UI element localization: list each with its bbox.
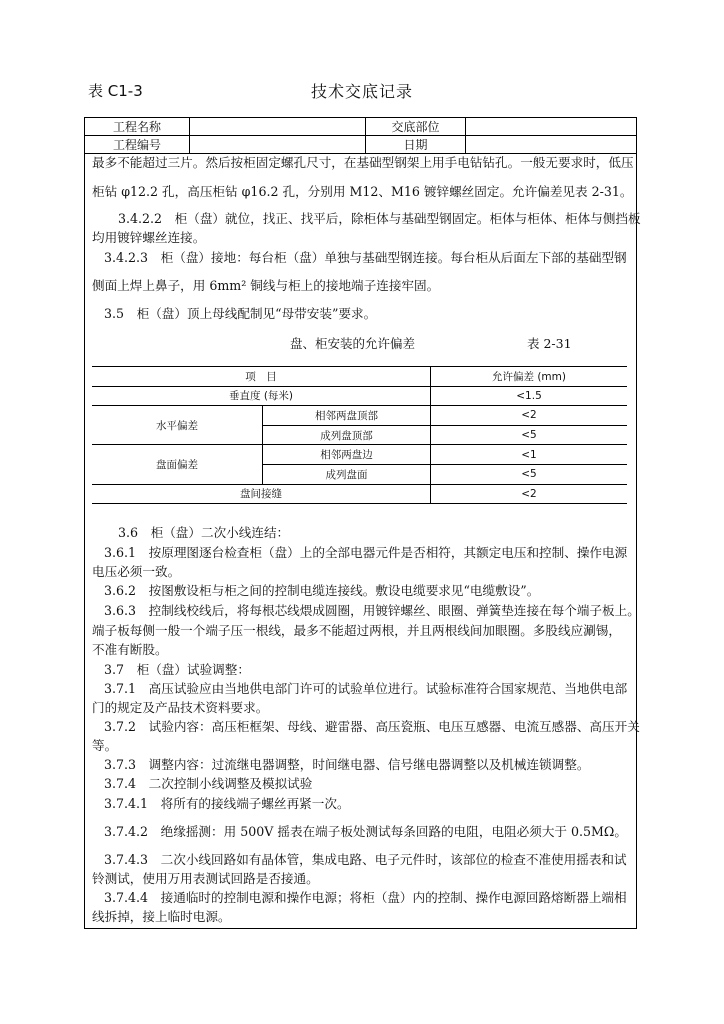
row-horizontal: 水平偏差 — [92, 406, 263, 445]
date-label: 日期 — [366, 136, 466, 154]
paragraph-line: 等。 — [92, 738, 118, 753]
col-header-tolerance: 允许偏差 (mm) — [431, 367, 628, 387]
paragraph-line: 3.7.4.4 接通临时的控制电源和操作电源；将柜（盘）内的控制、操作电源回路熔断器上端相 — [104, 890, 627, 905]
paragraph-line: 最多不能超过三片。然后按柜固定螺孔尺寸，在基础型钢架上用手电钻钻孔。一般无要求时，低压 — [92, 155, 634, 170]
header-table — [84, 117, 637, 154]
paragraph-line: 3.7.1 高压试验应由当地供电部门许可的试验单位进行。试验标准符合国家规范、当地供电部 — [104, 681, 628, 696]
paragraph-line: 不准有断股。 — [92, 642, 168, 657]
paragraph-line: 3.4.2.2 柜（盘）就位，找正、找平后，除柜体与基础型钢固定。柜体与柜体、柜体与侧挡板 — [118, 211, 641, 226]
project-name-label: 工程名称 — [85, 118, 190, 136]
paragraph-line: 线拆掉，接上临时电源。 — [92, 909, 231, 924]
paragraph-line: 铃测试，使用万用表测试回路是否接通。 — [92, 871, 319, 886]
paragraph-line: 3.7.3 调整内容：过流继电器调整，时间继电器、信号继电器调整以及机械连锁调整。 — [104, 757, 590, 772]
cell-surface-1-value: <1 — [431, 445, 628, 465]
paragraph-line: 侧面上焊上鼻子，用 6mm² 铜线与柜上的接地端子连接牢固。 — [92, 278, 440, 293]
form-title: 技术交底记录 — [310, 82, 413, 101]
cell-surface-1: 相邻两盘边 — [263, 445, 431, 465]
row-joint: 盘间接缝 — [92, 484, 431, 504]
paragraph-line: 3.6.3 控制线校线后，将每根芯线煨成圆圈，用镀锌螺丝、眼圈、弹簧垫连接在每个端子板上。 — [104, 603, 640, 618]
paragraph-line: 3.5 柜（盘）顶上母线配制见“母带安装”要求。 — [104, 306, 377, 321]
paragraph-line: 3.6.2 按图敷设柜与柜之间的控制电缆连接线。敷设电缆要求见“电缆敷设”。 — [104, 583, 540, 598]
cell-horizontal-1: 相邻两盘顶部 — [263, 406, 431, 426]
paragraph-line: 3.7.4.1 将所有的接线端子螺丝再紧一次。 — [104, 796, 350, 811]
cell-joint-value: <2 — [431, 484, 628, 504]
project-number-label: 工程编号 — [85, 136, 190, 154]
cell-horizontal-1-value: <2 — [431, 406, 628, 426]
paragraph-line: 3.7.4.3 二次小线回路如有晶体管，集成电路、电子元件时，该部位的检查不准使用摇表和试 — [104, 852, 627, 867]
paragraph-line: 端子板每侧一般一个端子压一根线，最多不能超过两根，并且两根线间加眼圈。多股线应涮锡， — [92, 623, 621, 638]
date-value — [466, 136, 637, 154]
paragraph-line: 电压必须一致。 — [92, 564, 181, 579]
handover-part-value — [466, 118, 637, 136]
cell-horizontal-2: 成列盘顶部 — [263, 425, 431, 445]
project-name-value — [190, 118, 366, 136]
row-vertical: 垂直度 (每米) — [92, 386, 431, 406]
paragraph-line: 3.4.2.3 柜（盘）接地：每台柜（盘）单独与基础型钢连接。每台柜从后面左下部的基础型钢 — [104, 250, 627, 265]
paragraph-line: 3.7.4.2 绝缘摇测：用 500V 摇表在端子板处测试每条回路的电阻，电阻必须大于 0.5MΩ。 — [104, 824, 627, 839]
cell-horizontal-2-value: <5 — [431, 425, 628, 445]
cell-vertical-value: <1.5 — [431, 386, 628, 406]
paragraph-line: 门的规定及产品技术资料要求。 — [92, 700, 269, 715]
cell-surface-2-value: <5 — [431, 464, 628, 484]
handover-part-label: 交底部位 — [366, 118, 466, 136]
form-code: 表 C1-3 — [88, 82, 143, 100]
table-number: 表 2-31 — [527, 336, 572, 351]
row-surface: 盘面偏差 — [92, 445, 263, 484]
project-number-value — [190, 136, 366, 154]
tolerance-table — [92, 366, 627, 504]
paragraph-line: 3.6.1 按原理图逐台检查柜（盘）上的全部电器元件是否相符，其额定电压和控制、操作电源 — [104, 545, 628, 560]
paragraph-line: 均用镀锌螺丝连接。 — [92, 230, 206, 245]
paragraph-line: 3.7.2 试验内容：高压柜框架、母线、避雷器、高压瓷瓶、电压互感器、电流互感器、高压开关 — [104, 719, 640, 734]
table-caption: 盘、柜安装的允许偏差 — [290, 336, 416, 351]
paragraph-line: 3.7.4 二次控制小线调整及模拟试验 — [104, 776, 313, 791]
paragraph-line: 柜钻 φ12.2 孔，高压柜钻 φ16.2 孔，分别用 M12、M16 镀锌螺丝固定。允许偏差见表 2-31。 — [92, 184, 633, 199]
paragraph-line: 3.6 柜（盘）二次小线连结： — [118, 525, 290, 540]
col-header-item: 项 目 — [92, 367, 431, 387]
cell-surface-2: 成列盘面 — [263, 464, 431, 484]
paragraph-line: 3.7 柜（盘）试验调整： — [104, 662, 250, 677]
